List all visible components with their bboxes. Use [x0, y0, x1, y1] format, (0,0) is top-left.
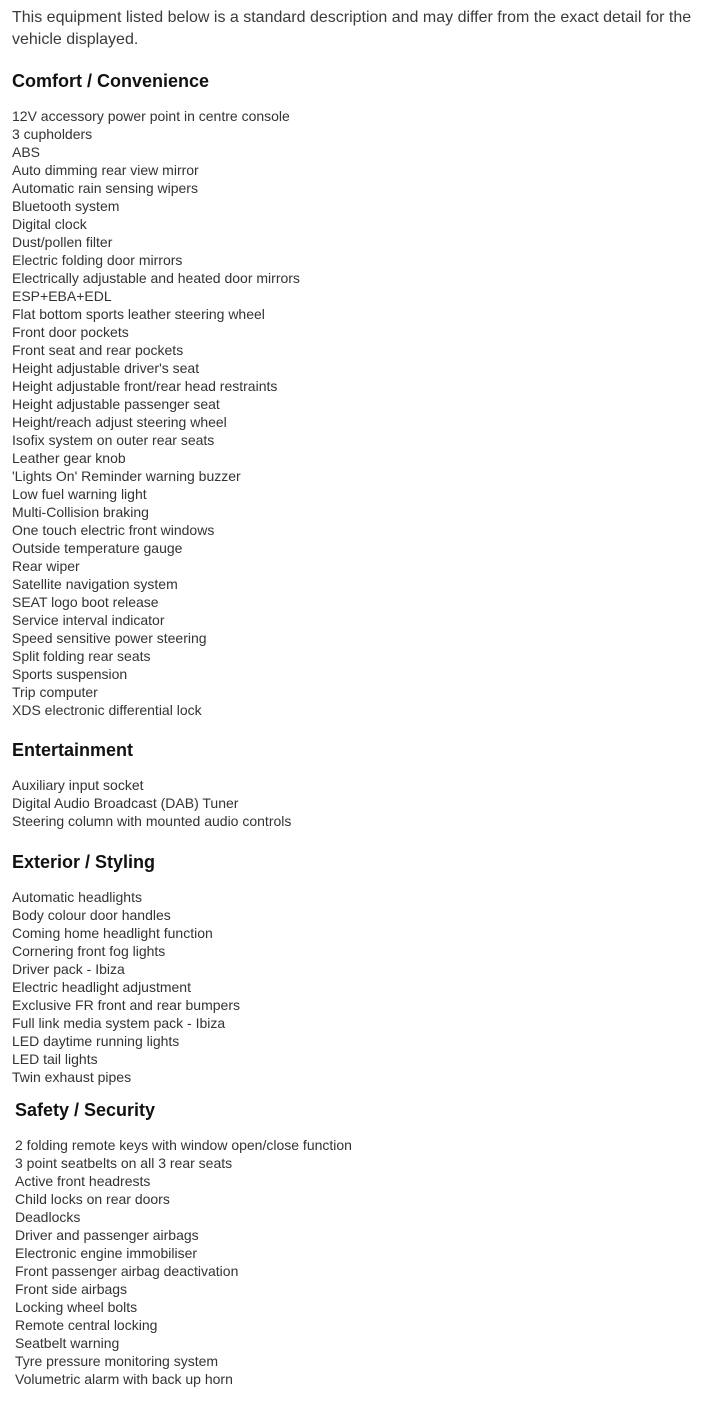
feature-item: Dust/pollen filter [12, 234, 113, 250]
feature-item: Rear wiper [12, 558, 80, 574]
feature-item: Split folding rear seats [12, 648, 151, 664]
feature-item: Digital clock [12, 216, 87, 232]
feature-item: Height adjustable front/rear head restraints [12, 378, 278, 394]
feature-item: LED tail lights [12, 1051, 98, 1067]
section-heading: Exterior / Styling [12, 852, 156, 872]
feature-item: Electrically adjustable and heated door mirrors [12, 270, 300, 286]
disclaimer-text: This equipment listed below is a standard description and may differ from the exact detail for the vehicle displayed. [12, 9, 692, 48]
feature-item: Front side airbags [15, 1281, 128, 1297]
feature-item: Isofix system on outer rear seats [12, 432, 215, 448]
feature-item: Front door pockets [12, 324, 129, 340]
feature-item: Electronic engine immobiliser [15, 1245, 198, 1261]
feature-list [12, 888, 712, 1086]
feature-item: Child locks on rear doors [15, 1191, 170, 1207]
feature-item: 3 cupholders [12, 126, 93, 142]
feature-item: Auxiliary input socket [12, 777, 144, 793]
feature-item: Outside temperature gauge [12, 540, 183, 556]
feature-item: 'Lights On' Reminder warning buzzer [12, 468, 241, 484]
feature-list [15, 1136, 715, 1388]
feature-item: 2 folding remote keys with window open/close function [15, 1137, 352, 1153]
feature-list [12, 107, 712, 719]
feature-item: Height adjustable passenger seat [12, 396, 220, 412]
feature-item: Automatic rain sensing wipers [12, 180, 198, 196]
feature-item: Front passenger airbag deactivation [15, 1263, 239, 1279]
feature-item: 3 point seatbelts on all 3 rear seats [15, 1155, 233, 1171]
section-heading: Safety / Security [15, 1100, 156, 1120]
feature-item: Body colour door handles [12, 907, 171, 923]
feature-item: Active front headrests [15, 1173, 151, 1189]
section-exterior-styling [12, 851, 712, 1086]
feature-item: Volumetric alarm with back up horn [15, 1371, 233, 1387]
feature-item: Locking wheel bolts [15, 1299, 138, 1315]
feature-item: Exclusive FR front and rear bumpers [12, 997, 240, 1013]
feature-item: Steering column with mounted audio controls [12, 813, 292, 829]
feature-item: Flat bottom sports leather steering wheel [12, 306, 265, 322]
feature-item: Front seat and rear pockets [12, 342, 184, 358]
feature-item: Full link media system pack - Ibiza [12, 1015, 226, 1031]
feature-item: Deadlocks [15, 1209, 81, 1225]
feature-item: Trip computer [12, 684, 98, 700]
feature-item: Speed sensitive power steering [12, 630, 207, 646]
feature-item: Height/reach adjust steering wheel [12, 414, 227, 430]
feature-item: Tyre pressure monitoring system [15, 1353, 219, 1369]
feature-item: One touch electric front windows [12, 522, 215, 538]
section-heading: Entertainment [12, 740, 134, 760]
feature-item: Low fuel warning light [12, 486, 147, 502]
feature-item: Satellite navigation system [12, 576, 178, 592]
feature-item: Remote central locking [15, 1317, 158, 1333]
feature-item: Coming home headlight function [12, 925, 213, 941]
feature-item: Twin exhaust pipes [12, 1069, 132, 1085]
section-entertainment [12, 739, 712, 830]
feature-item: Electric folding door mirrors [12, 252, 183, 268]
feature-item: Auto dimming rear view mirror [12, 162, 199, 178]
feature-item: SEAT logo boot release [12, 594, 159, 610]
feature-item: Automatic headlights [12, 889, 142, 905]
feature-item: ESP+EBA+EDL [12, 288, 112, 304]
feature-item: Multi-Collision braking [12, 504, 149, 520]
feature-item: Digital Audio Broadcast (DAB) Tuner [12, 795, 239, 811]
feature-item: ABS [12, 144, 41, 160]
feature-item: Electric headlight adjustment [12, 979, 191, 995]
feature-item: Leather gear knob [12, 450, 126, 466]
feature-item: Sports suspension [12, 666, 128, 682]
feature-item: Cornering front fog lights [12, 943, 166, 959]
section-safety-security [15, 1099, 715, 1388]
feature-item: Driver and passenger airbags [15, 1227, 199, 1243]
feature-list [12, 776, 712, 830]
feature-item: LED daytime running lights [12, 1033, 180, 1049]
feature-item: Seatbelt warning [15, 1335, 120, 1351]
feature-item: 12V accessory power point in centre console [12, 108, 290, 124]
feature-item: Driver pack - Ibiza [12, 961, 125, 977]
section-heading: Comfort / Convenience [12, 71, 210, 91]
feature-item: Bluetooth system [12, 198, 120, 214]
feature-item: Service interval indicator [12, 612, 165, 628]
feature-item: Height adjustable driver's seat [12, 360, 200, 376]
feature-item: XDS electronic differential lock [12, 702, 202, 718]
section-comfort-convenience [12, 70, 712, 719]
